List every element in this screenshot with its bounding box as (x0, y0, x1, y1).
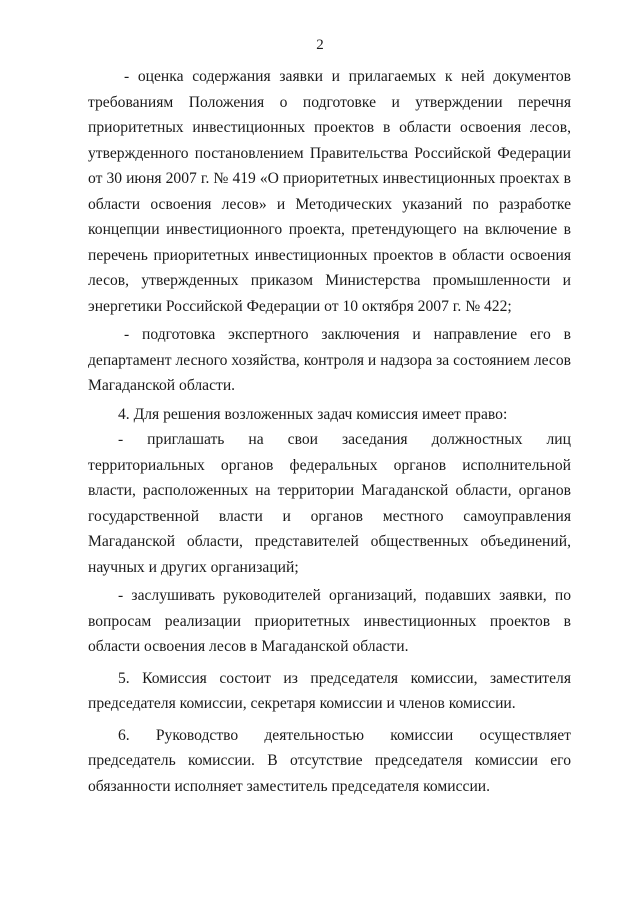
paragraph-assessment: - оценка содержания заявки и прилагаемых к ней документов требованиям Положения о подготовке и утверждении перечня приоритетных инвестиционных проектов в области освоения лесов, утвержденного постановлением Правительства Российской Федерации от 30 июня 2007 г. № 419 «О приоритетных инвестиционных проектах в области освоения лесов» и Методических указаний по разработке концепции инвестиционного проекта, претендующего на включение в перечень приоритетных инвестиционных проектов в области освоения лесов, утвержденных приказом Министерства промышленности и энергетики Российской Федерации от 10 октября 2007 г. № 422; (88, 68, 571, 315)
paragraph-invite: - приглашать на свои заседания должностных лиц территориальных органов федеральных органов исполнительной власти, расположенных на территории Магаданской области, органов государственной власти и органов местного самоуправления Магаданской области, представителей общественных объединений, научных и других организаций; (88, 431, 571, 576)
paragraph-leadership: 6. Руководство деятельностью комиссии осуществляет председатель комиссии. В отсутствие председателя комиссии его обязанности исполняет заместитель председателя комиссии. (88, 726, 571, 795)
paragraph-hear: - заслушивать руководителей организаций, подавших заявки, по вопросам реализации приоритетных инвестиционных проектов в области освоения лесов в Магаданской области. (88, 587, 571, 655)
document-body (88, 64, 571, 799)
paragraph-commission-rights: 4. Для решения возложенных задач комиссия имеет право: (118, 405, 508, 423)
paragraph-composition: 5. Комиссия состоит из председателя комиссии, заместителя председателя комиссии, секретаря комиссии и членов комиссии. (88, 669, 571, 712)
page-number: 2 (316, 37, 324, 53)
paragraph-expert-conclusion: - подготовка экспертного заключения и направление его в департамент лесного хозяйства, контроля и надзора за состоянием лесов Магаданской области. (88, 326, 571, 394)
